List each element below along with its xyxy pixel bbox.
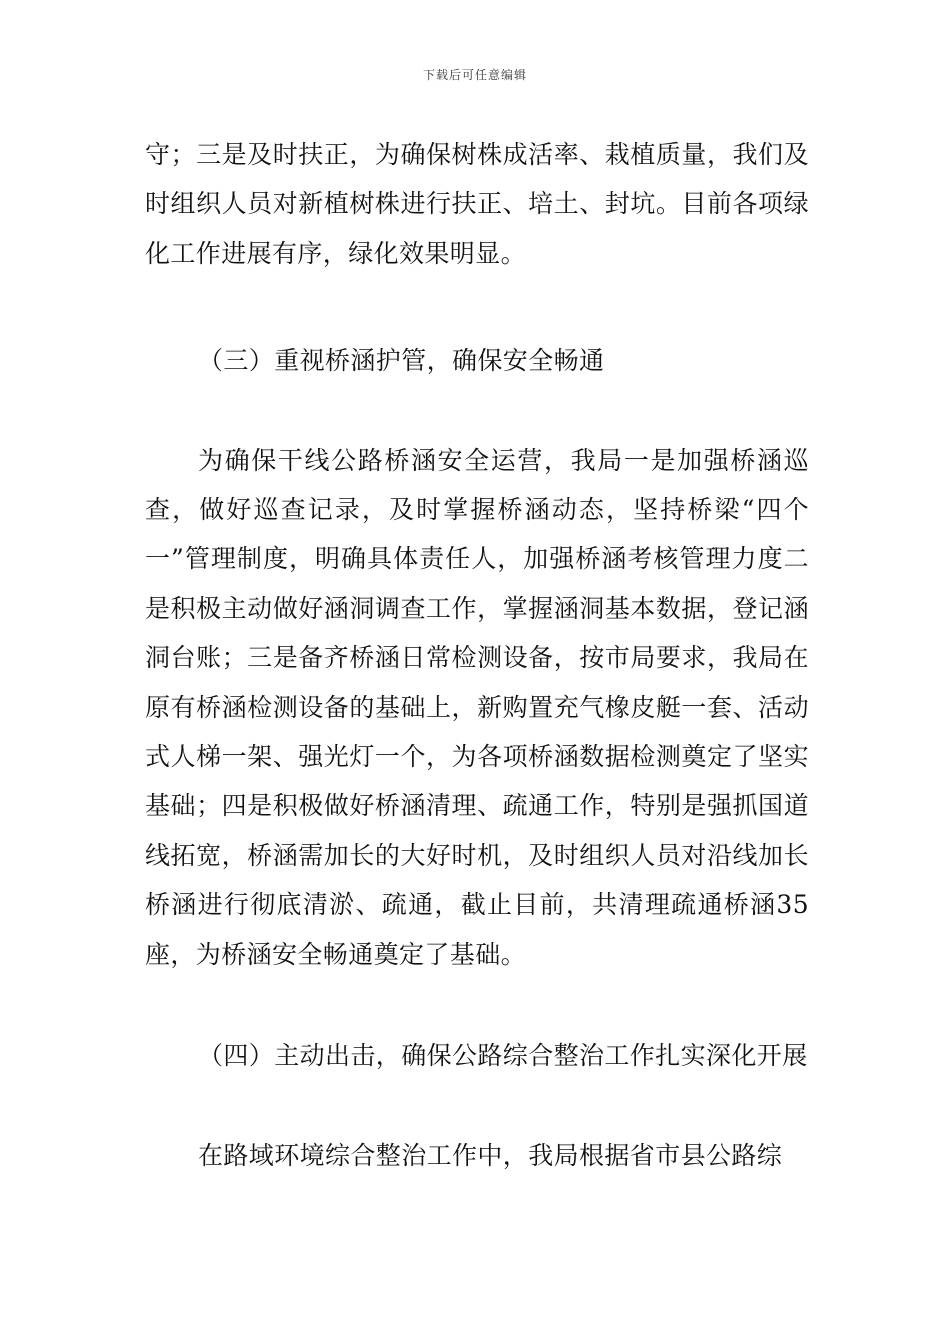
paragraph-bridge-culvert: 为确保干线公路桥涵安全运营，我局一是加强桥涵巡查，做好巡查记录，及时掌握桥涵动态，坚持桥梁“四个一”管理制度，明确具体责任人，加强桥涵考核管理力度二是积极主动做好涵洞调查工作，掌握涵洞基本数据，登记涵洞台账；三是备齐桥涵日常检测设备，按市局要求，我局在原有桥涵检测设备的基础上，新购置充气橡皮艇一套、活动式人梯一架、强光灯一个，为各项桥涵数据检测奠定了坚实基础；四是积极做好桥涵清理、疏通工作，特别是强抓国道线拓宽，桥涵需加长的大好时机，及时组织人员对沿线加长桥涵进行彻底清淤、疏通，截止目前，共清理疏通桥涵35座，为桥涵安全畅通奠定了基础。 <box>145 445 809 969</box>
spacer <box>145 1081 809 1131</box>
spacer <box>145 386 809 436</box>
section-heading-road-rectification: （四）主动出击，确保公路综合整治工作扎实深化开展 <box>198 1041 808 1071</box>
paragraph-greening-continued: 守；三是及时扶正，为确保树株成活率、栽植质量，我们及时组织人员对新植树株进行扶正、培土、封坑。目前各项绿化工作进展有序，绿化效果明显。 <box>145 140 809 268</box>
spacer <box>145 278 809 336</box>
section-heading-bridge-culvert: （三）重视桥涵护管，确保安全畅通 <box>198 346 605 376</box>
paragraph-road-environment: 在路域环境综合整治工作中，我局根据省市县公路综 <box>198 1140 783 1170</box>
page-header-note: 下载后可任意编辑 <box>422 68 527 82</box>
document-body <box>145 130 809 1180</box>
spacer <box>145 979 809 1031</box>
